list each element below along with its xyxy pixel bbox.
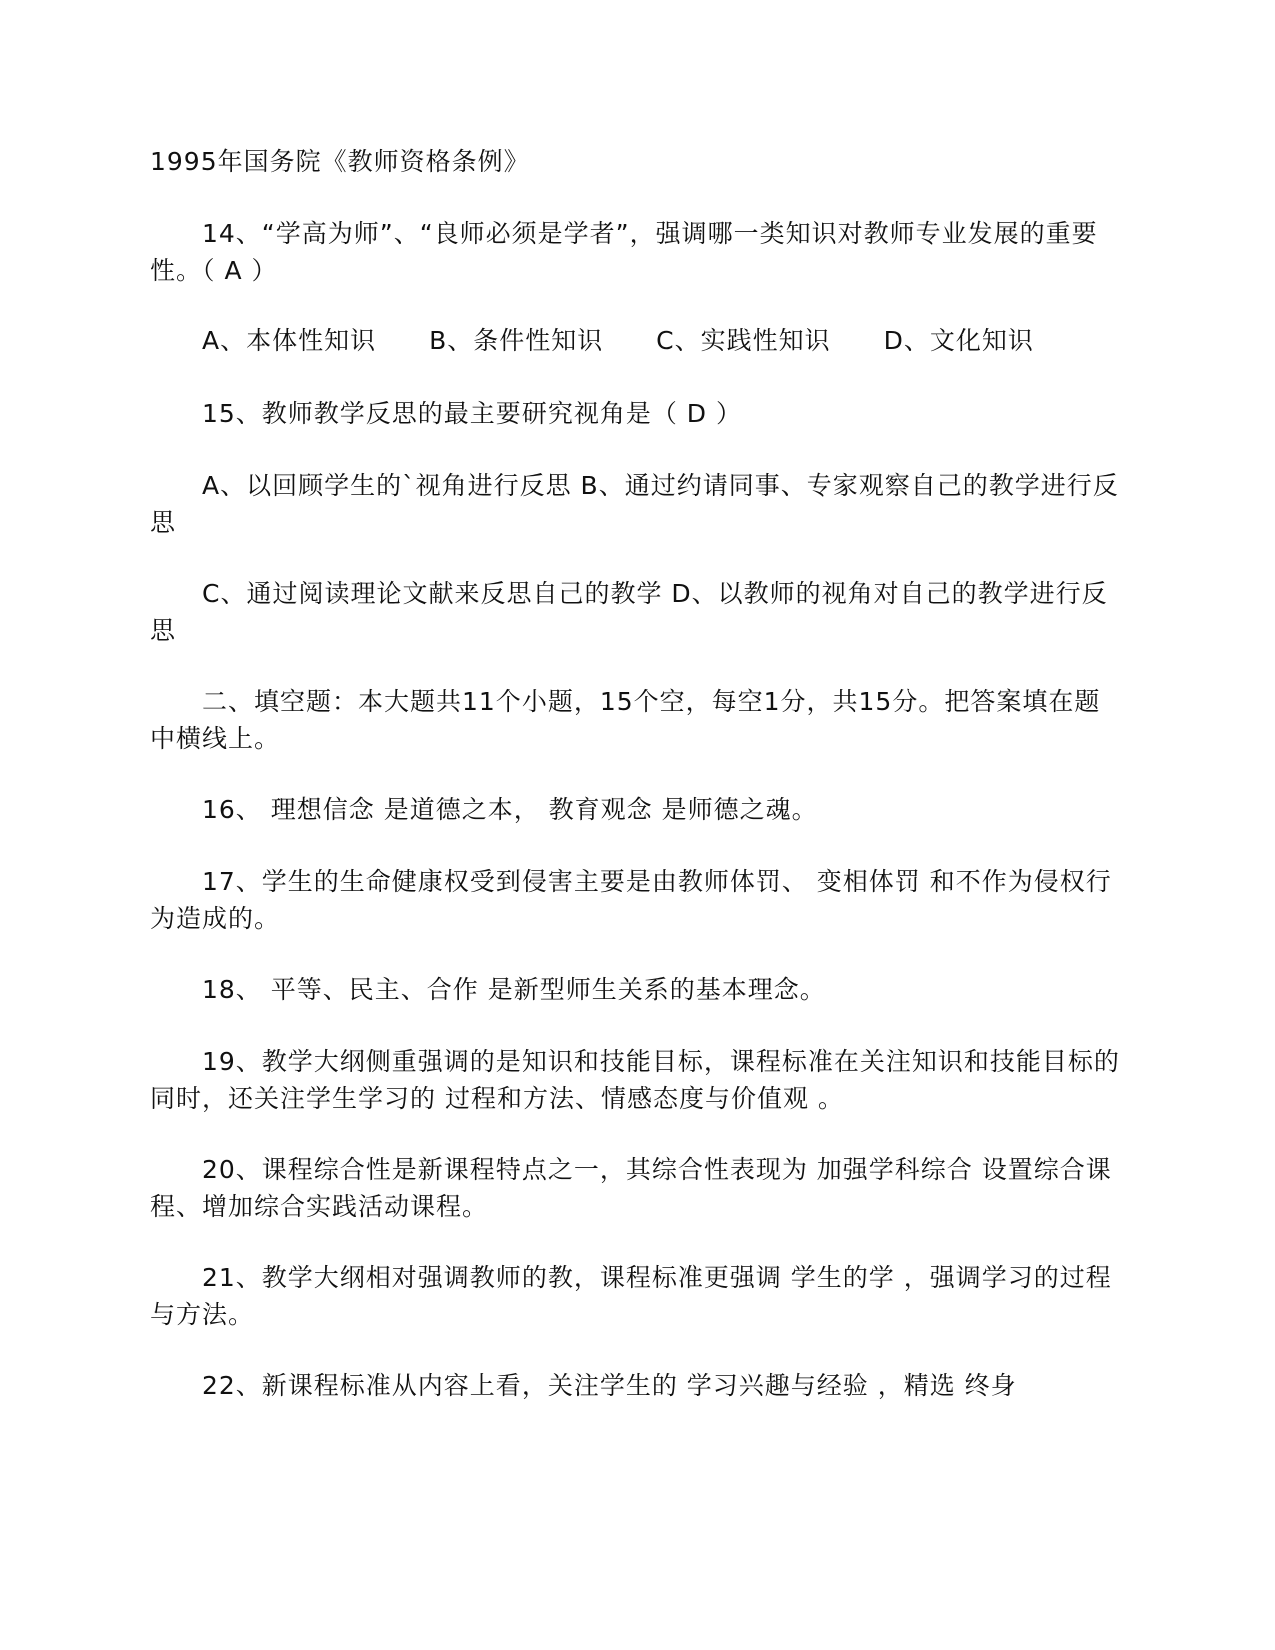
section-2-heading: 二、填空题：本大题共11个小题，15个空，每空1分，共15分。把答案填在题中横线上。: [150, 687, 1101, 753]
question-15-options-cd: C、通过阅读理论文献来反思自己的教学 D、以教师的视角对自己的教学进行反思: [150, 579, 1108, 645]
question-15-options-ab: A、以回顾学生的`视角进行反思 B、通过约请同事、专家观察自己的教学进行反思: [150, 471, 1119, 537]
option-a: A、本体性知识: [202, 326, 377, 355]
option-c: C、实践性知识: [656, 326, 831, 355]
document-page: [150, 0, 1125, 1650]
question-14: 14、“学高为师”、“良师必须是学者”，强调哪一类知识对教师专业发展的重要性。（ A ）: [150, 219, 1098, 285]
question-20: 20、课程综合性是新课程特点之一，其综合性表现为 加强学科综合 设置综合课程、增加综合实践活动课程。: [150, 1155, 1112, 1221]
question-19: 19、教学大纲侧重强调的是知识和技能目标，课程标准在关注知识和技能目标的同时，还关注学生学习的 过程和方法、情感态度与价值观 。: [150, 1047, 1120, 1113]
question-17: 17、学生的生命健康权受到侵害主要是由教师体罚、 变相体罚 和不作为侵权行为造成的。: [150, 867, 1112, 933]
text-line-regulation: 1995年国务院《教师资格条例》: [150, 147, 530, 176]
option-b: B、条件性知识: [429, 326, 604, 355]
option-d: D、文化知识: [883, 326, 1034, 355]
question-21: 21、教学大纲相对强调教师的教，课程标准更强调 学生的学 ，强调学习的过程与方法。: [150, 1263, 1112, 1329]
question-16: 16、 理想信念 是道德之本， 教育观念 是师德之魂。: [202, 795, 818, 824]
question-18: 18、 平等、民主、合作 是新型师生关系的基本理念。: [202, 975, 826, 1004]
question-15: 15、教师教学反思的最主要研究视角是（ D ）: [202, 399, 742, 428]
question-22: 22、新课程标准从内容上看，关注学生的 学习兴趣与经验 ，精选 终身: [202, 1371, 1017, 1400]
question-14-options: [202, 322, 1125, 359]
